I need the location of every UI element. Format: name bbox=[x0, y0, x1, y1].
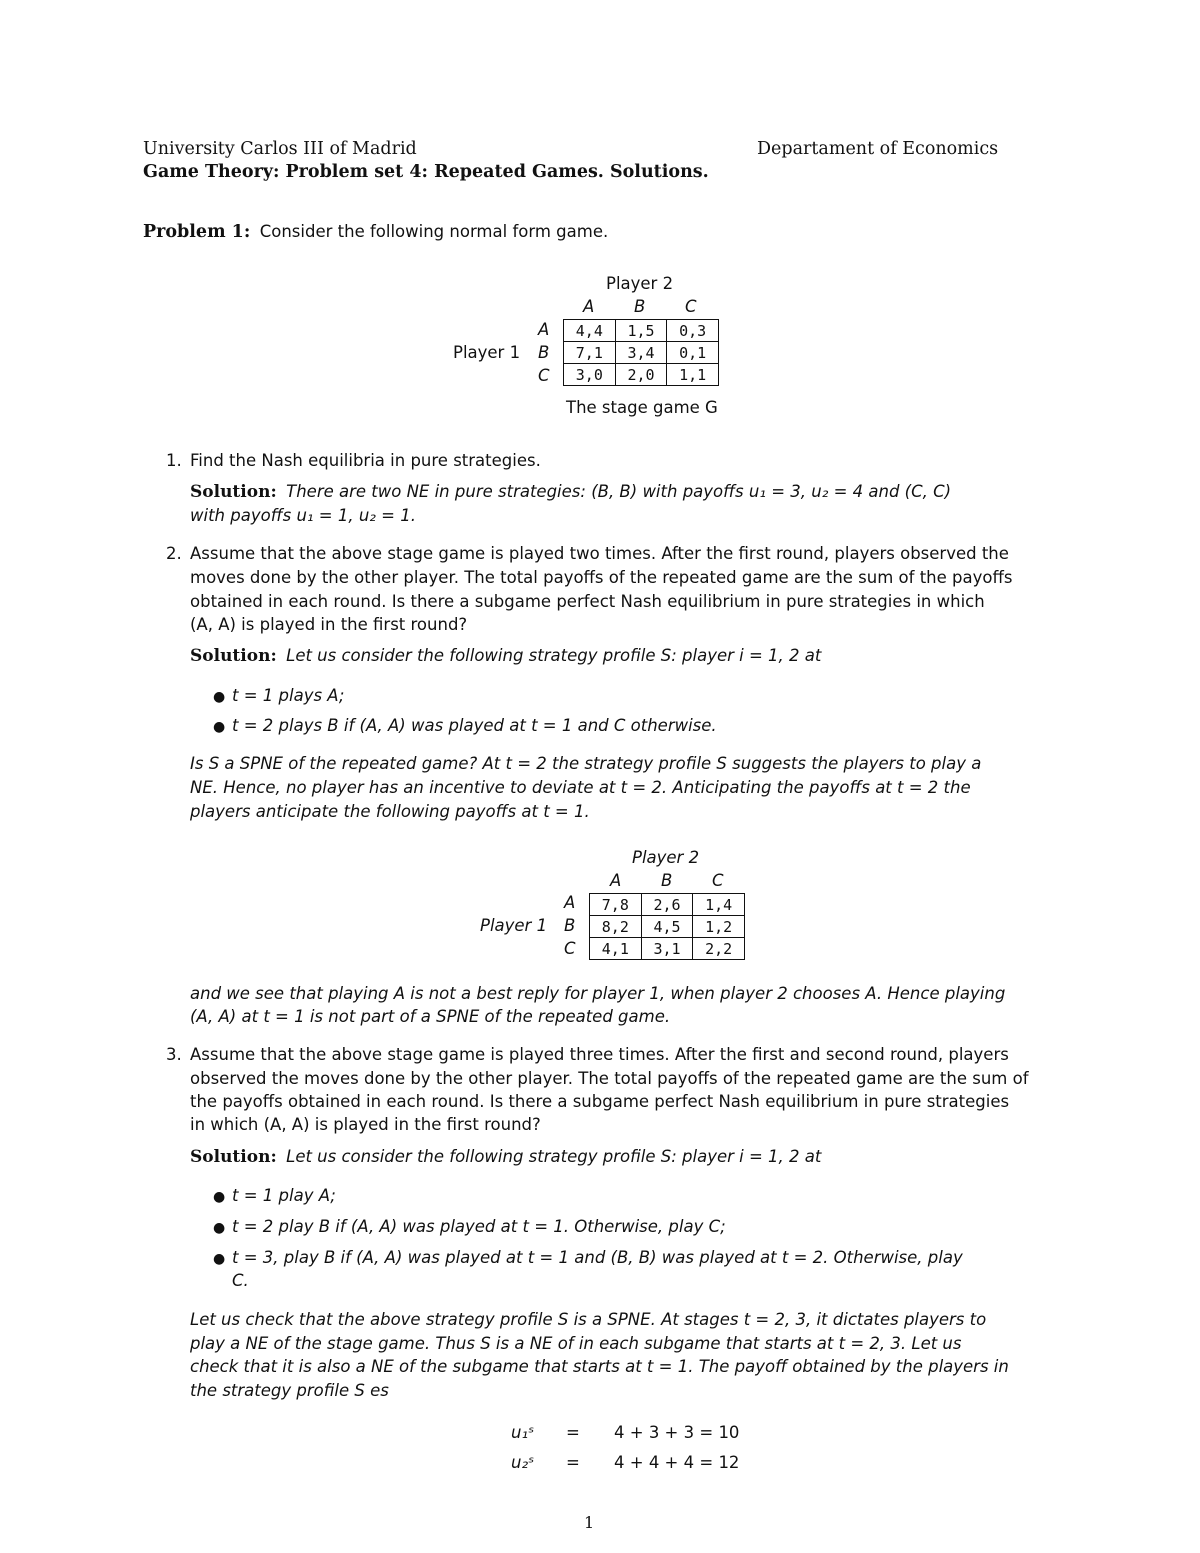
q2-line: obtained in each round. Is there a subgame perfect Nash equilibrium in pure strategies in which bbox=[190, 592, 985, 611]
bullet-icon: ● bbox=[213, 719, 226, 735]
document-title: Game Theory: Problem set 4: Repeated Games. Solutions. bbox=[143, 162, 709, 182]
reduced-col-a: A bbox=[610, 871, 622, 890]
q2-line: Assume that the above stage game is played two times. After the first round, players observed the bbox=[190, 544, 1009, 563]
problem1-heading bbox=[143, 222, 608, 242]
q3-bullet: t = 3, play B if (A, A) was played at t = 1 and (B, B) was played at t = 2. Otherwise, play bbox=[232, 1248, 963, 1267]
q2-bullet: t = 1 plays A; bbox=[232, 686, 345, 705]
payoff-cell: 3,0 bbox=[564, 364, 616, 386]
q3-line: Assume that the above stage game is played three times. After the first and second round, players bbox=[190, 1045, 1009, 1064]
stage-player1-label: Player 1 bbox=[453, 343, 521, 362]
stage-col-a: A bbox=[583, 297, 595, 316]
stage-col-b: B bbox=[634, 297, 646, 316]
payoff-cell: 1,1 bbox=[667, 364, 719, 386]
stage-col-c: C bbox=[685, 297, 697, 316]
q1-text: Find the Nash equilibria in pure strategies. bbox=[190, 451, 541, 470]
q2-solution-label: Solution: bbox=[190, 646, 277, 666]
payoff-cell: 2,0 bbox=[615, 364, 667, 386]
q2-conclusion-line: and we see that playing A is not a best reply for player 1, when player 2 chooses A. Hence playing bbox=[190, 984, 1006, 1003]
q2-bullet: t = 2 plays B if (A, A) was played at t = 1 and C otherwise. bbox=[232, 716, 717, 735]
stage-game-caption: The stage game G bbox=[566, 398, 718, 417]
stage-row-b: B bbox=[538, 343, 550, 362]
q3-solution-label: Solution: bbox=[190, 1147, 277, 1167]
q3-analysis-line: Let us check that the above strategy profile S is a SPNE. At stages t = 2, 3, it dictates players to bbox=[190, 1310, 987, 1329]
q2-number: 2. bbox=[166, 544, 182, 563]
q2-conclusion-line: (A, A) at t = 1 is not part of a SPNE of the repeated game. bbox=[190, 1007, 671, 1026]
equation-sign: = bbox=[566, 1453, 580, 1472]
payoff-cell: 2,2 bbox=[693, 938, 745, 960]
q3-analysis-line: play a NE of the stage game. Thus S is a NE of in each subgame that starts at t = 2, 3. Let us bbox=[190, 1334, 962, 1353]
page-number: 1 bbox=[584, 1513, 595, 1532]
payoff-cell: 0,3 bbox=[667, 320, 719, 342]
university-name: University Carlos III of Madrid bbox=[143, 139, 417, 159]
stage-player2-label: Player 2 bbox=[606, 274, 674, 293]
payoff-cell: 3,4 bbox=[615, 342, 667, 364]
equation-lhs: u₁ˢ bbox=[511, 1423, 535, 1442]
q3-bullet-continuation: C. bbox=[232, 1271, 249, 1290]
q1-solution-label: Solution: bbox=[190, 482, 277, 502]
reduced-row-a: A bbox=[564, 893, 576, 912]
q2-analysis-line: players anticipate the following payoffs at t = 1. bbox=[190, 802, 590, 821]
q3-line: observed the moves done by the other player. The total payoffs of the repeated game are the sum of bbox=[190, 1069, 1029, 1088]
q1-solution-line2: with payoffs u₁ = 1, u₂ = 1. bbox=[190, 506, 416, 525]
q3-analysis-line: the strategy profile S es bbox=[190, 1381, 389, 1400]
payoff-cell: 7,8 bbox=[590, 894, 642, 916]
payoff-cell: 1,5 bbox=[615, 320, 667, 342]
payoff-cell: 4,1 bbox=[590, 938, 642, 960]
q3-number: 3. bbox=[166, 1045, 182, 1064]
bullet-icon: ● bbox=[213, 1251, 226, 1267]
equation-rhs: 4 + 3 + 3 = 10 bbox=[614, 1423, 740, 1442]
q1-number: 1. bbox=[166, 451, 182, 470]
reduced-row-b: B bbox=[564, 916, 576, 935]
problem1-intro: Consider the following normal form game. bbox=[259, 222, 609, 241]
stage-game-matrix bbox=[563, 319, 719, 386]
q3-line: in which (A, A) is played in the first round? bbox=[190, 1115, 541, 1134]
q3-solution-intro bbox=[190, 1147, 821, 1167]
payoff-cell: 2,6 bbox=[641, 894, 693, 916]
payoff-cell: 4,5 bbox=[641, 916, 693, 938]
reduced-row-c: C bbox=[564, 939, 576, 958]
equation-sign: = bbox=[566, 1423, 580, 1442]
payoff-cell: 1,4 bbox=[693, 894, 745, 916]
department-name: Departament of Economics bbox=[757, 139, 999, 159]
q3-analysis-line: check that it is also a NE of the subgame that starts at t = 1. The payoff obtained by the players in bbox=[190, 1357, 1009, 1376]
stage-row-a: A bbox=[538, 320, 550, 339]
reduced-col-b: B bbox=[661, 871, 673, 890]
payoff-cell: 0,1 bbox=[667, 342, 719, 364]
q1-solution-line1 bbox=[190, 482, 951, 502]
payoff-cell: 1,2 bbox=[693, 916, 745, 938]
payoff-cell: 4,4 bbox=[564, 320, 616, 342]
reduced-col-c: C bbox=[712, 871, 724, 890]
reduced-game-matrix bbox=[589, 893, 745, 960]
q2-analysis-line: NE. Hence, no player has an incentive to deviate at t = 2. Anticipating the payoffs at t = 2 the bbox=[190, 778, 971, 797]
bullet-icon: ● bbox=[213, 1189, 226, 1205]
q3-bullet: t = 2 play B if (A, A) was played at t = 1. Otherwise, play C; bbox=[232, 1217, 726, 1236]
q2-solution-text: Let us consider the following strategy profile S: player i = 1, 2 at bbox=[286, 646, 822, 665]
q3-solution-text: Let us consider the following strategy profile S: player i = 1, 2 at bbox=[286, 1147, 822, 1166]
q2-analysis-line: Is S a SPNE of the repeated game? At t = 2 the strategy profile S suggests the players to play a bbox=[190, 754, 982, 773]
q2-line: (A, A) is played in the first round? bbox=[190, 615, 468, 634]
q2-line: moves done by the other player. The total payoffs of the repeated game are the sum of the payoffs bbox=[190, 568, 1013, 587]
reduced-player1-label: Player 1 bbox=[480, 916, 548, 935]
q3-bullet: t = 1 play A; bbox=[232, 1186, 336, 1205]
payoff-cell: 7,1 bbox=[564, 342, 616, 364]
problem1-label: Problem 1: bbox=[143, 222, 251, 242]
reduced-player2-label: Player 2 bbox=[632, 848, 700, 867]
equation-lhs: u₂ˢ bbox=[511, 1453, 535, 1472]
bullet-icon: ● bbox=[213, 689, 226, 705]
equation-rhs: 4 + 4 + 4 = 12 bbox=[614, 1453, 740, 1472]
payoff-cell: 8,2 bbox=[590, 916, 642, 938]
q2-solution-intro bbox=[190, 646, 821, 666]
q3-line: the payoffs obtained in each round. Is there a subgame perfect Nash equilibrium in pure strategies bbox=[190, 1092, 1010, 1111]
stage-row-c: C bbox=[538, 366, 550, 385]
q1-solution-text: There are two NE in pure strategies: (B, B) with payoffs u₁ = 3, u₂ = 4 and (C, C) bbox=[286, 482, 952, 501]
payoff-cell: 3,1 bbox=[641, 938, 693, 960]
bullet-icon: ● bbox=[213, 1220, 226, 1236]
